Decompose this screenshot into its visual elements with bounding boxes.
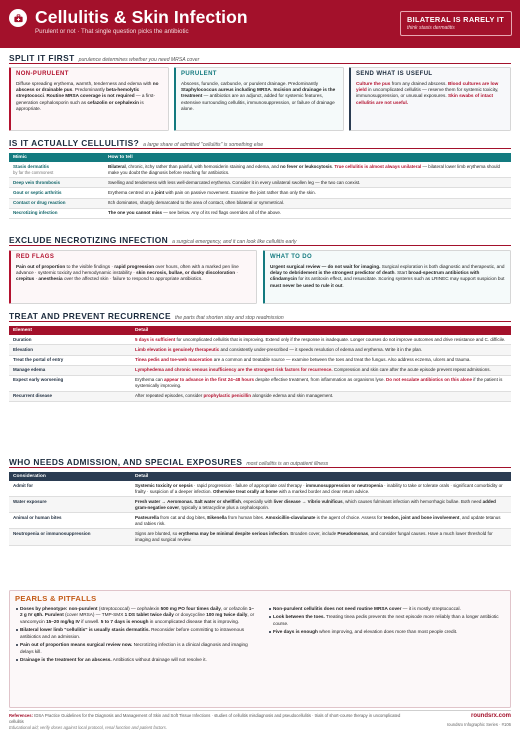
table-row xyxy=(9,497,511,513)
section-subtitle: a surgical emergency, and it can look like cellulitis early xyxy=(172,239,297,245)
row-label: Deep vein thrombosis xyxy=(9,178,104,188)
treatment-rows xyxy=(9,335,511,401)
section-title: IS IT ACTUALLY CELLULITIS? xyxy=(9,138,140,148)
column-header: Detail xyxy=(131,472,511,481)
what-to-do-card xyxy=(263,250,511,304)
list-item: Five days is enough when improving, and elevation does more than most people credit. xyxy=(268,629,508,635)
row-detail: Swelling and tenderness with less well-demarcated erythema. Consider it in every unilateral swollen leg — the two can coexist. xyxy=(104,178,511,188)
row-detail: After repeated episodes, consider prophylactic penicillin alongside edema and skin management. xyxy=(131,391,511,401)
treatment-table xyxy=(9,326,511,402)
section-subtitle: most cellulitis is an outpatient illness xyxy=(246,461,329,467)
row-label: Duration xyxy=(9,335,131,345)
table-row xyxy=(9,481,511,497)
references-text: IDSA Practice Guidelines for the Diagnosis and Management of Skin and Soft Tissue Infections · studies of cellulitis misdiagnosis and pseudocellulitis · trials of short-course therapy in uncomplicated cellulitis xyxy=(9,713,401,725)
row-label: Manage edema xyxy=(9,365,131,375)
references xyxy=(9,713,409,731)
row-label: Gout or septic arthritis xyxy=(9,188,104,198)
table-row xyxy=(9,513,511,529)
table-row xyxy=(9,355,511,365)
section-heading-mimics xyxy=(9,138,511,148)
row-detail: The one you cannot miss — see below. Any of its red flags overrides all of the above. xyxy=(104,208,511,218)
pearls-title: PEARLS & PITFALLS xyxy=(15,594,97,603)
section-title: WHO NEEDS ADMISSION, AND SPECIAL EXPOSURES xyxy=(9,457,243,467)
purulent-card xyxy=(174,67,344,131)
column-header: Mimic xyxy=(9,153,104,162)
section-title: SPLIT IT FIRST xyxy=(9,53,75,63)
table-row xyxy=(9,391,511,401)
row-label: Expect early worsening xyxy=(9,375,131,391)
list-item: Doses by phenotype: non-purulent (streptococcal) — cephalexin 500 mg PO four times daily, or cefazolin 1–2 g IV q8h. Purulent (cover MRSA) — TMP-SMX 1 DS tablet twice daily or doxycycline 100 mg twice daily, or vancomycin 15–20 mg/kg IV if unwell. 5 to 7 days is enough in uncomplicated disease that is improving. xyxy=(15,606,255,625)
references-label: References: xyxy=(9,713,33,718)
pearls-right-list xyxy=(268,606,508,636)
table-row xyxy=(9,162,511,178)
card-title: SEND WHAT IS USEFUL xyxy=(356,71,433,77)
table-row xyxy=(9,529,511,545)
site-link[interactable]: roundsrx.com xyxy=(470,713,511,719)
section-title: TREAT AND PREVENT RECURRENCE xyxy=(9,311,171,321)
section-heading-treat xyxy=(9,311,511,321)
section-rule xyxy=(9,467,511,468)
section-rule xyxy=(9,63,511,64)
row-detail: Erythema centred on a joint with pain on passive movement. Examine the joint rather than only the skin. xyxy=(104,188,511,198)
row-detail: Pasteurella from cat and dog bites, Eikenella from human bites. Amoxicillin-clavulanate is the agent of choice. Assess for tendon, joint and bone involvement, and update tetanus and rabies risk. xyxy=(131,513,511,529)
card-body: Pain out of proportion to the visible findings · rapid progression over hours, often with a marked pen line advance · systemic toxicity and hemodynamic instability · skin necrosis, bullae, or dusky discoloration · crepitus · anesthesia over the affected skin · failure to respond to appropriate antibiotics. xyxy=(16,263,239,282)
pearls-panel xyxy=(9,590,511,708)
card-body: Abscess, furuncle, carbuncle, or purulent drainage. Predominantly Staphylococcus aureus including MRSA. Incision and drainage is the treatment — antibiotics are an adjunct, added for systemic features, extensive surrounding cellulitis, immunosuppression, or failure of drainage alone. xyxy=(181,80,336,112)
column-header: How to tell xyxy=(104,153,511,162)
page-header xyxy=(0,0,520,48)
medical-bag-icon xyxy=(9,9,27,27)
section-rule xyxy=(9,148,511,149)
row-label: Admit for xyxy=(9,481,131,497)
table-row xyxy=(9,178,511,188)
section-heading-necrotizing xyxy=(9,235,511,245)
row-label: Elevation xyxy=(9,345,131,355)
section-rule xyxy=(9,321,511,322)
list-item: Pain out of proportion means surgical review now. Necrotizing infection is a clinical diagnosis and imaging delays kill. xyxy=(15,642,255,655)
row-label: Treat the portal of entry xyxy=(9,355,131,365)
card-title: PURULENT xyxy=(181,71,217,77)
row-detail: Lymphedema and chronic venous insufficiency are the strongest risk factors for recurrence. Compression and skin care after the acute episode prevent repeat admissions. xyxy=(131,365,511,375)
table-row xyxy=(9,345,511,355)
header-callout xyxy=(400,11,512,36)
section-rule xyxy=(9,245,511,246)
row-detail: Limb elevation is genuinely therapeutic and consistently under-prescribed — it speeds resolution of edema and erythema. Write it in the plan. xyxy=(131,345,511,355)
row-detail: Erythema can appear to advance in the first 24–48 hours despite effective treatment, from inflammation as organisms lyse. Do not escalate antibiotics on this alone if the patient is systemically improving. xyxy=(131,375,511,391)
list-item: Non-purulent cellulitis does not need routine MRSA cover — it is mostly streptococcal. xyxy=(268,606,508,612)
card-title: WHAT TO DO xyxy=(270,254,313,260)
pearls-right-column xyxy=(268,606,508,638)
table-row xyxy=(9,365,511,375)
brand-block xyxy=(447,713,511,727)
section-subtitle: the parts that shorten stay and stop readmission xyxy=(174,315,284,321)
non-purulent-card xyxy=(9,67,169,131)
row-label-note: by far the commonest xyxy=(13,169,54,175)
row-detail: Tinea pedis and toe-web maceration are a common and treatable source — examine between the toes and treat the fungus. Also address eczema, ulcers and trauma. xyxy=(131,355,511,365)
disclaimer: Educational aid; verify doses against local protocol, renal function and patient factors. xyxy=(9,725,168,731)
table-row xyxy=(9,198,511,208)
admission-rows xyxy=(9,481,511,545)
list-item: Look between the toes. Treating tinea pedis prevents the next episode more reliably than a longer antibiotic course. xyxy=(268,614,508,627)
column-header: Detail xyxy=(131,326,511,335)
red-flags-card xyxy=(9,250,257,304)
section-heading-split xyxy=(9,53,511,63)
pearls-left-list xyxy=(15,606,255,664)
row-label: Stasis dermatitis by far the commonest xyxy=(9,162,104,178)
card-body: Diffuse spreading erythema, warmth, tenderness and edema with no abscess or drainable pus. Predominantly beta-hemolytic streptococci. Routine MRSA coverage is not required — a first-generation cephalosporin such as cefazolin or cephalexin is appropriate. xyxy=(16,80,159,112)
section-heading-admission xyxy=(9,457,511,467)
row-label: Water exposure xyxy=(9,497,131,513)
callout-title: BILATERAL IS RARELY IT xyxy=(407,15,505,24)
column-header: Element xyxy=(9,326,131,335)
card-title: RED FLAGS xyxy=(16,254,55,260)
card-body: Culture the pus from any drained abscess. Blood cultures are low yield in uncomplicated cellulitis — reserve them for systemic toxicity, immunosuppression, or unusual exposures. Skin swabs of intact cellulitis are not useful. xyxy=(356,80,499,105)
footer-rule xyxy=(9,710,511,711)
section-title: EXCLUDE NECROTIZING INFECTION xyxy=(9,235,169,245)
section-subtitle: purulence determines whether you need MRSA cover xyxy=(78,57,200,63)
mimics-table xyxy=(9,153,511,219)
list-item: Drainage is the treatment for an abscess. Antibiotics without drainage will not resolve it. xyxy=(15,657,255,663)
row-detail: Signs are blunted, so erythema may be minimal despite serious infection. Broaden cover, include Pseudomonas, and consider fungal causes. Have a much lower threshold for imaging and surgical review. xyxy=(131,529,511,545)
callout-subtitle: think stasis dermatitis xyxy=(407,25,455,32)
row-label: Recurrent disease xyxy=(9,391,131,401)
row-label: Contact or drug reaction xyxy=(9,198,104,208)
row-detail: Itch dominates, sharply demarcated to the area of contact, often bilateral or symmetrical. xyxy=(104,198,511,208)
list-item: Bilateral lower limb "cellulitis" is usually stasis dermatitis. Reconsider before committing to intravenous antibiotics and an admission. xyxy=(15,627,255,640)
card-title: NON-PURULENT xyxy=(16,71,69,77)
pearls-left-column xyxy=(15,606,255,666)
row-detail: Fresh water → Aeromonas. Salt water or shellfish, especially with liver disease → Vibrio vulnificus, which causes fulminant infection with hemorrhagic bullae. Both need added gram-negative cover, typically a tetracycline plus a cephalosporin. xyxy=(131,497,511,513)
page-title: Cellulitis & Skin Infection xyxy=(35,7,248,27)
send-useful-card xyxy=(349,67,511,131)
section-subtitle: a large share of admitted "cellulitis" is something else xyxy=(143,142,264,148)
row-label: Animal or human bites xyxy=(9,513,131,529)
page-subtitle: Purulent or not · That single question picks the antibiotic xyxy=(35,28,189,35)
table-row xyxy=(9,335,511,345)
row-label: Neutropenia or immunosuppression xyxy=(9,529,131,545)
row-detail: Systemic toxicity or sepsis · rapid progression · failure of appropriate oral therapy · immunosuppression or neutropenia · inability to take or tolerate orals · significant comorbidity or frailty · suspicion of a deeper infection. Otherwise treat orally at home with a marked border and clear return advice. xyxy=(131,481,511,497)
admission-table xyxy=(9,472,511,546)
series-label: roundsrx Infographic Series · #106 xyxy=(446,721,511,727)
row-label: Necrotizing infection xyxy=(9,208,104,218)
mimics-rows xyxy=(9,162,511,218)
table-row xyxy=(9,188,511,198)
table-row xyxy=(9,375,511,391)
card-body: Urgent surgical review — do not wait for imaging. Surgical exploration is both diagnostic and therapeutic, and delay to debridement is the strongest predictor of death. Start broad-spectrum antibiotics with clindamycin for its antitoxin effect, and resuscitate. Scoring systems such as LRINEC may support suspicion but must never be used to rule it out. xyxy=(270,263,505,288)
row-detail: 5 days is sufficient for uncomplicated cellulitis that is improving. Extend only if the response is inadequate. Longer courses do not improve outcomes and drive resistance and C. difficile. xyxy=(131,335,511,345)
column-header: Consideration xyxy=(9,472,131,481)
row-detail: Bilateral, chronic, itchy rather than painful, with hemosiderin staining and edema, and no fever or leukocytosis. True cellulitis is almost always unilateral — bilateral lower limb erythema should make you doubt the diagnosis before reaching for antibiotics. xyxy=(104,162,511,178)
table-row xyxy=(9,208,511,218)
